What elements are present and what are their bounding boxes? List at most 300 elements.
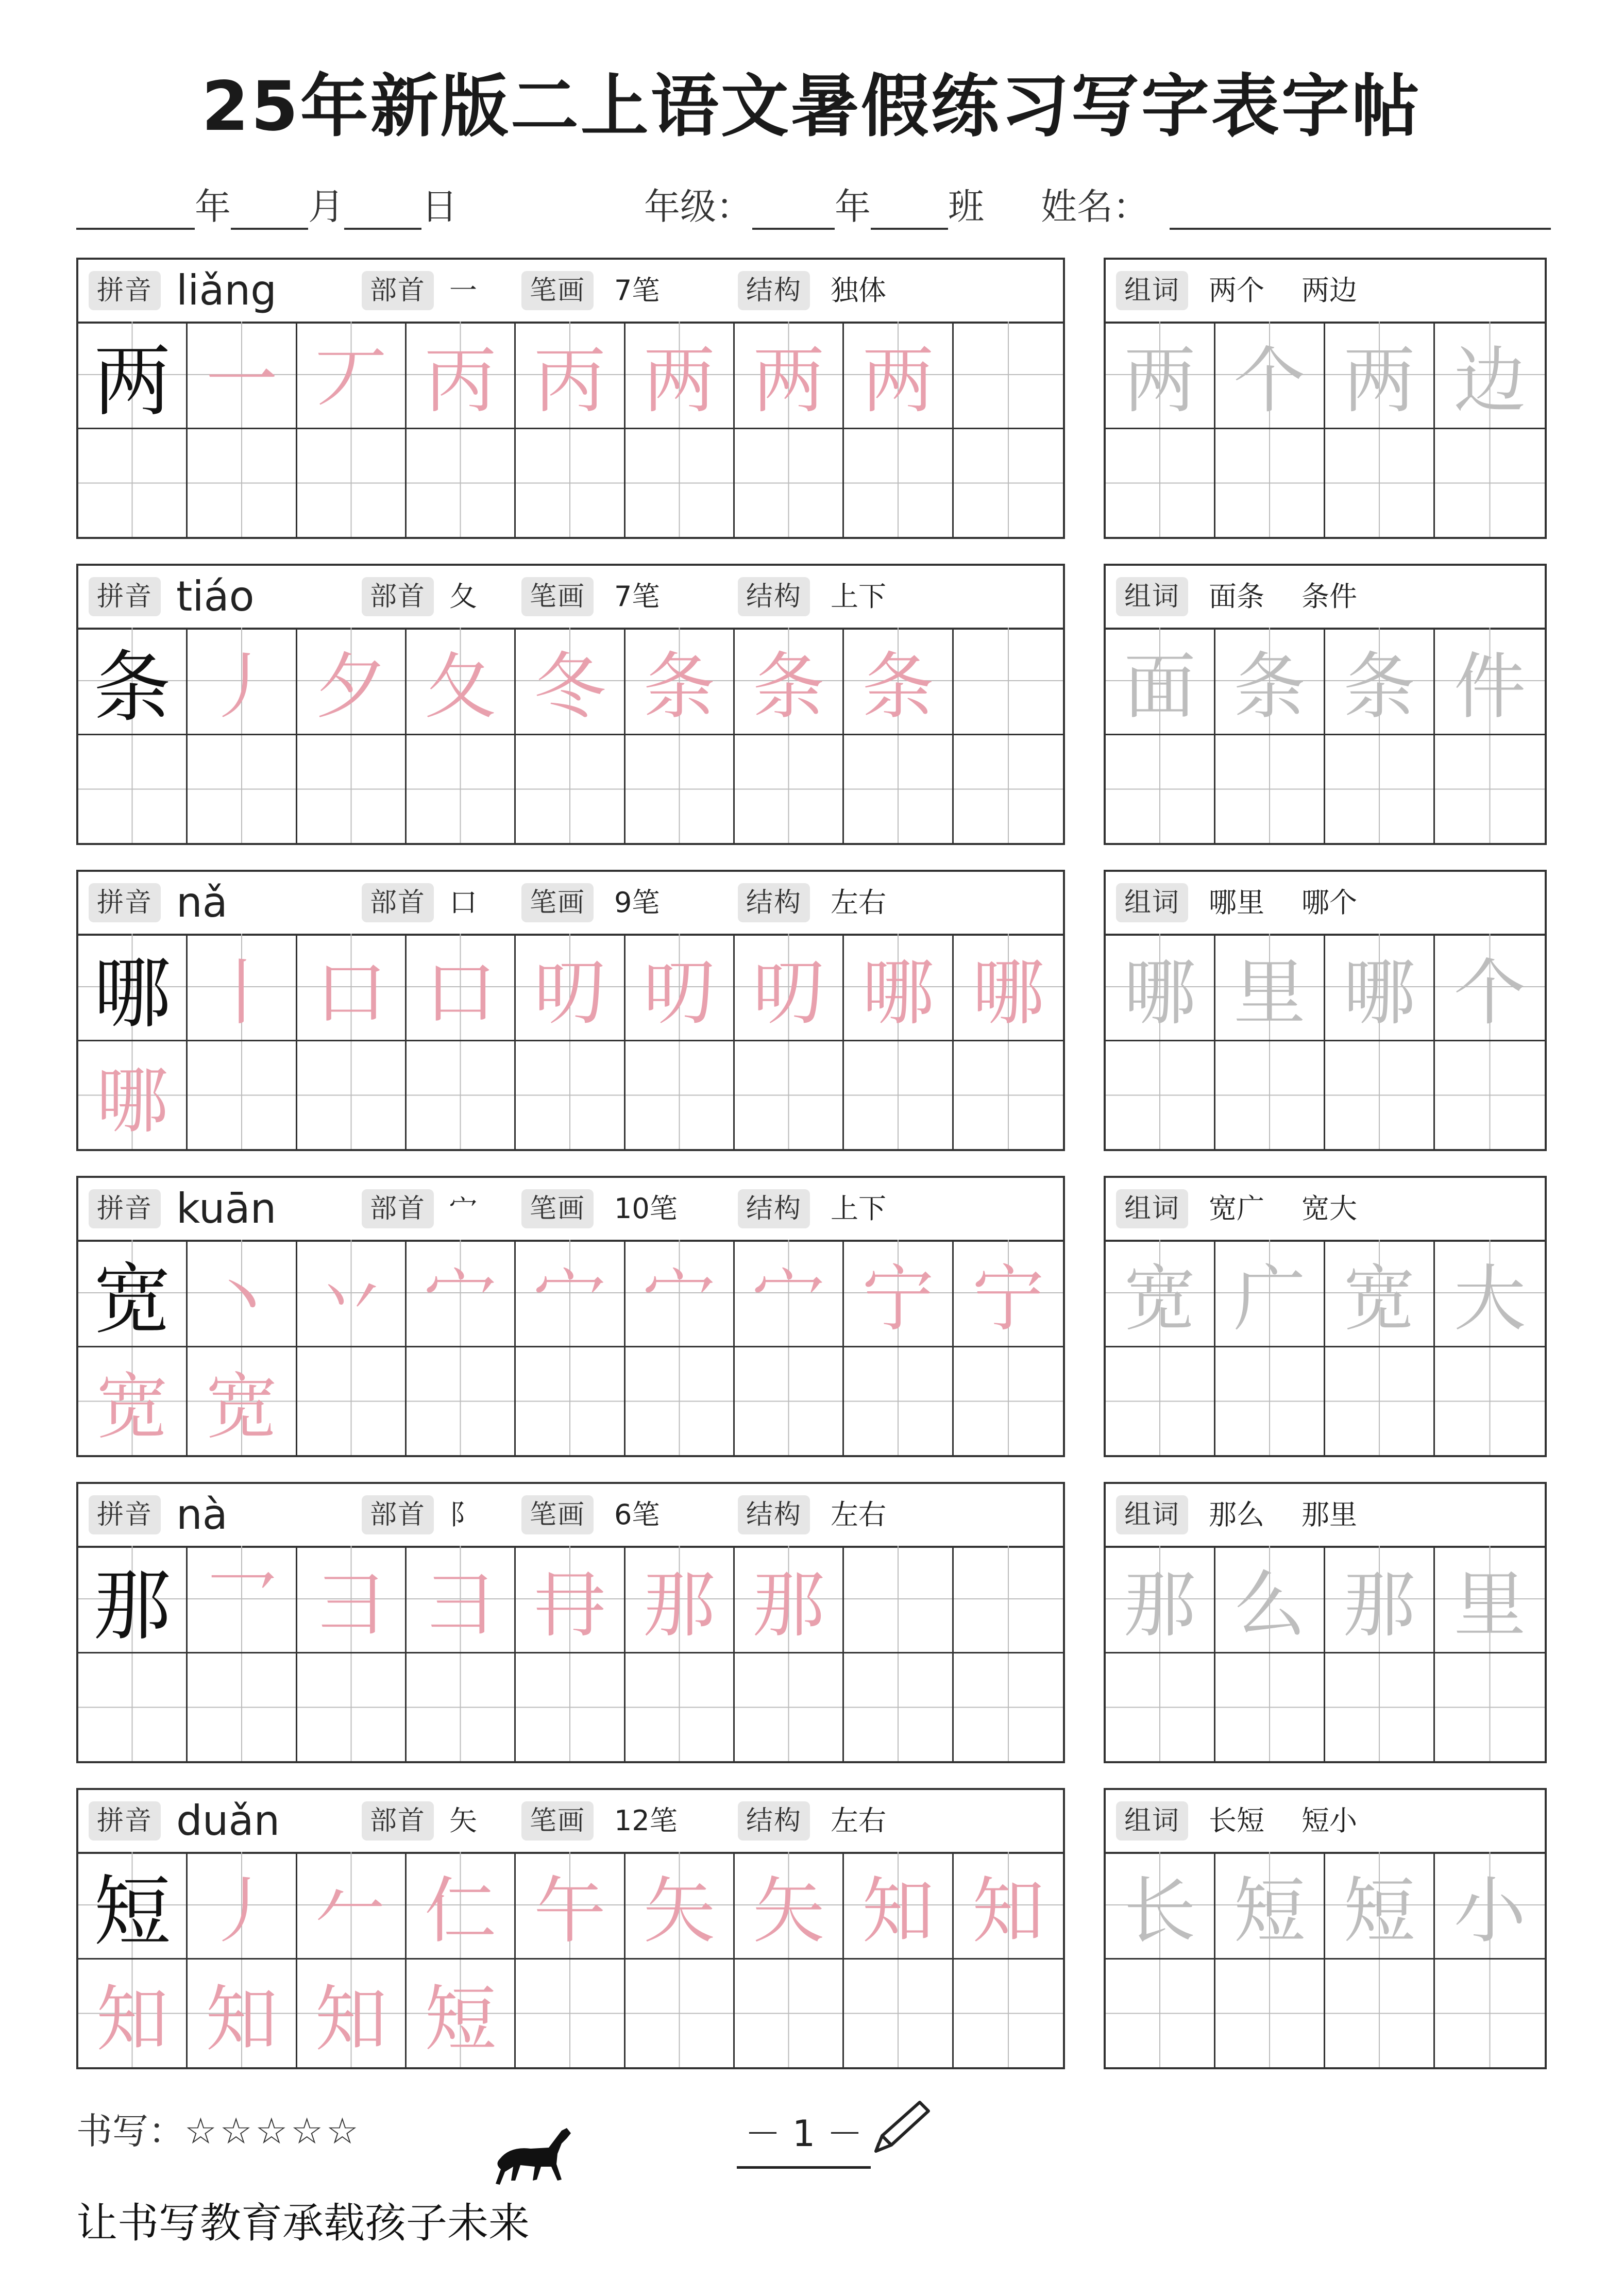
grid-cell[interactable] — [735, 322, 844, 429]
grid-cell[interactable] — [1325, 735, 1435, 843]
model-character: 条 — [93, 643, 171, 733]
grid-cell[interactable] — [844, 1347, 953, 1455]
stroke-step: 矢 — [752, 1869, 825, 1953]
stroke-step: 那 — [752, 1563, 825, 1647]
grid-cell[interactable] — [844, 1852, 953, 1960]
grid-cell[interactable] — [516, 1347, 625, 1455]
stroke-step: 宁 — [861, 1257, 934, 1341]
stroke-step: 一 — [205, 339, 278, 423]
grid-cell[interactable] — [1325, 1653, 1435, 1761]
grid-cell[interactable] — [954, 1240, 1063, 1347]
stroke-step: 宀 — [752, 1257, 825, 1341]
word-grid — [1106, 322, 1545, 537]
word-card-header — [1106, 872, 1545, 936]
grid-cell[interactable] — [954, 1852, 1063, 1960]
grid-cell[interactable] — [1215, 628, 1325, 735]
grid-cell[interactable] — [1106, 1041, 1215, 1149]
grid-cell[interactable] — [1215, 1852, 1325, 1960]
word-1: 面条 — [1209, 580, 1264, 613]
card-header — [78, 566, 1063, 630]
word-1: 那么 — [1209, 1498, 1264, 1531]
word-card-header — [1106, 1790, 1545, 1854]
grid-cell[interactable] — [1435, 322, 1545, 429]
word-2: 宽大 — [1301, 1192, 1357, 1225]
card-header — [78, 260, 1063, 324]
grid-cell[interactable] — [188, 735, 297, 843]
grid-cell[interactable] — [1325, 628, 1435, 735]
writing-grid — [78, 1240, 1063, 1455]
grid-cell[interactable] — [516, 1960, 625, 2067]
writing-grid — [78, 322, 1063, 537]
pinyin-value: tiáo — [176, 572, 255, 620]
grid-cell[interactable] — [625, 1960, 735, 2067]
date-line — [76, 178, 458, 229]
character-card — [76, 870, 1065, 1151]
trace-character: 长 — [1123, 1869, 1196, 1953]
trace-character: 两 — [1123, 339, 1196, 423]
grid-cell[interactable] — [188, 322, 297, 429]
stroke-step: 丶 — [205, 1257, 278, 1341]
stroke-step: 午 — [533, 1869, 606, 1953]
grid-cell[interactable] — [735, 1653, 844, 1761]
grid-cell[interactable] — [1106, 1347, 1215, 1455]
grid-cell[interactable] — [625, 735, 735, 843]
word-grid — [1106, 1546, 1545, 1761]
stroke-step: 丙 — [533, 339, 606, 423]
structure-value: 左右 — [831, 1804, 886, 1837]
grid-cell[interactable] — [516, 322, 625, 429]
structure-value: 上下 — [831, 1192, 886, 1225]
grid-cell[interactable] — [516, 1041, 625, 1149]
grid-cell[interactable] — [954, 322, 1063, 429]
stroke-step: 口 — [424, 951, 497, 1035]
grid-cell[interactable] — [844, 322, 953, 429]
grid-cell[interactable] — [188, 1347, 297, 1455]
stroke-step: 两 — [861, 339, 934, 423]
writing-rating — [76, 2102, 362, 2154]
words-tag: 组词 — [1116, 1189, 1188, 1228]
trace-character: 边 — [1453, 339, 1526, 423]
grid-cell[interactable] — [1435, 1347, 1545, 1455]
grid-cell[interactable] — [954, 429, 1063, 537]
grid-cell[interactable] — [844, 628, 953, 735]
grid-cell[interactable] — [516, 628, 625, 735]
trace-character: 里 — [1453, 1563, 1526, 1647]
stroke-step: 宽 — [205, 1365, 278, 1449]
grid-cell[interactable] — [1435, 1653, 1545, 1761]
grid-cell[interactable] — [407, 934, 516, 1041]
word-2: 哪个 — [1301, 886, 1357, 919]
stroke-step: 宽 — [96, 1365, 168, 1449]
year-blank[interactable] — [76, 192, 195, 230]
grid-cell[interactable] — [407, 1852, 516, 1960]
stroke-step: 丆 — [315, 339, 387, 423]
grid-cell[interactable] — [735, 628, 844, 735]
character-card — [76, 1482, 1065, 1763]
trace-character: 条 — [1343, 645, 1415, 729]
word-grid — [1106, 1240, 1545, 1455]
structure-tag: 结构 — [738, 577, 810, 616]
grade-line — [644, 178, 984, 229]
grid-cell[interactable] — [1325, 1240, 1435, 1347]
radical-value: 口 — [449, 886, 477, 919]
trace-character: 小 — [1453, 1869, 1526, 1953]
grid-cell[interactable] — [78, 429, 188, 537]
grid-cell[interactable] — [78, 1653, 188, 1761]
year-label: 年 — [195, 185, 231, 228]
grid-cell[interactable] — [297, 429, 407, 537]
grid-cell[interactable] — [407, 1041, 516, 1149]
grid-cell[interactable] — [735, 1852, 844, 1960]
grid-cell[interactable] — [954, 1960, 1063, 2067]
grid-cell[interactable] — [844, 1653, 953, 1761]
grid-cell[interactable] — [78, 1852, 188, 1960]
grid-cell[interactable] — [188, 934, 297, 1041]
grid-cell[interactable] — [78, 628, 188, 735]
grid-cell[interactable] — [625, 628, 735, 735]
grid-cell[interactable] — [1325, 322, 1435, 429]
grid-cell[interactable] — [954, 1653, 1063, 1761]
grid-cell[interactable] — [1106, 1960, 1215, 2067]
grid-cell[interactable] — [735, 735, 844, 843]
stroke-step: 矢 — [643, 1869, 716, 1953]
grid-cell[interactable] — [407, 1546, 516, 1653]
stroke-step: 彐 — [424, 1563, 497, 1647]
trace-character: 短 — [1343, 1869, 1415, 1953]
pinyin-tag: 拼音 — [89, 883, 161, 922]
grid-cell[interactable] — [954, 1546, 1063, 1653]
grid-cell[interactable] — [1215, 1240, 1325, 1347]
grid-cell[interactable] — [297, 1240, 407, 1347]
grid-cell[interactable] — [297, 1653, 407, 1761]
grid-cell[interactable] — [1106, 934, 1215, 1041]
grid-cell[interactable] — [188, 1041, 297, 1149]
structure-value: 左右 — [831, 1498, 886, 1531]
grid-cell[interactable] — [188, 628, 297, 735]
grid-cell[interactable] — [735, 934, 844, 1041]
word-card — [1104, 1788, 1547, 2069]
grid-cell[interactable] — [625, 1546, 735, 1653]
word-card — [1104, 258, 1547, 539]
grade-label: 年级： — [644, 185, 752, 228]
stroke-step: 宀 — [643, 1257, 716, 1341]
month-blank[interactable] — [231, 192, 308, 230]
stroke-step: 哪 — [972, 951, 1044, 1035]
class-blank[interactable] — [871, 192, 948, 230]
grid-cell[interactable] — [1325, 1347, 1435, 1455]
word-grid — [1106, 628, 1545, 843]
trace-character: 条 — [1233, 645, 1306, 729]
grid-cell[interactable] — [954, 934, 1063, 1041]
grid-cell[interactable] — [844, 1240, 953, 1347]
stroke-step: 夂 — [424, 645, 497, 729]
card-header — [78, 1790, 1063, 1854]
rating-stars[interactable]: ☆☆☆☆☆ — [184, 2110, 362, 2152]
horse-icon — [489, 2123, 577, 2195]
grid-cell[interactable] — [1435, 1852, 1545, 1960]
character-card — [76, 564, 1065, 845]
words-tag: 组词 — [1116, 1801, 1188, 1841]
grid-cell[interactable] — [1106, 1240, 1215, 1347]
trace-character: 大 — [1453, 1257, 1526, 1341]
grid-cell[interactable] — [954, 735, 1063, 843]
grid-cell[interactable] — [1215, 1347, 1325, 1455]
grid-cell[interactable] — [735, 1960, 844, 2067]
grid-cell[interactable] — [188, 1653, 297, 1761]
stroke-step: 宀 — [424, 1257, 497, 1341]
word-1: 宽广 — [1209, 1192, 1264, 1225]
radical-value: 阝 — [449, 1498, 477, 1531]
stroke-step: 条 — [861, 645, 934, 729]
grid-cell[interactable] — [1106, 429, 1215, 537]
day-blank[interactable] — [344, 192, 421, 230]
grid-cell[interactable] — [78, 1347, 188, 1455]
grid-cell[interactable] — [78, 1240, 188, 1347]
grid-cell[interactable] — [297, 1041, 407, 1149]
grid-cell[interactable] — [407, 735, 516, 843]
grid-cell[interactable] — [188, 1546, 297, 1653]
grid-cell[interactable] — [516, 1546, 625, 1653]
grid-cell[interactable] — [1106, 628, 1215, 735]
grid-cell[interactable] — [625, 1240, 735, 1347]
grid-cell[interactable] — [1435, 1960, 1545, 2067]
grid-cell[interactable] — [516, 735, 625, 843]
stroke-step: 𠂉 — [315, 1869, 387, 1953]
grid-cell[interactable] — [516, 1852, 625, 1960]
grid-cell[interactable] — [407, 1240, 516, 1347]
trace-character: 个 — [1233, 339, 1306, 423]
words-tag: 组词 — [1116, 883, 1188, 922]
pinyin-tag: 拼音 — [89, 577, 161, 616]
grid-cell[interactable] — [78, 735, 188, 843]
structure-value: 左右 — [831, 886, 886, 919]
grid-cell[interactable] — [1215, 1041, 1325, 1149]
page-title: 25年新版二上语文暑假练习写字表字帖 — [201, 67, 1422, 146]
grid-cell[interactable] — [188, 1960, 297, 2067]
grid-cell[interactable] — [735, 429, 844, 537]
grid-cell[interactable] — [1325, 1960, 1435, 2067]
radical-value: 夂 — [449, 580, 477, 613]
trace-character: 哪 — [1123, 951, 1196, 1035]
word-grid — [1106, 1852, 1545, 2067]
stroke-step: 丷 — [315, 1257, 387, 1341]
stroke-step: 知 — [861, 1869, 934, 1953]
grid-cell[interactable] — [516, 1653, 625, 1761]
trace-character: 个 — [1453, 951, 1526, 1035]
grid-cell[interactable] — [188, 429, 297, 537]
grid-cell[interactable] — [297, 1546, 407, 1653]
grid-cell[interactable] — [735, 1347, 844, 1455]
trace-character: 那 — [1123, 1563, 1196, 1647]
words-tag: 组词 — [1116, 1495, 1188, 1534]
class-label: 班 — [948, 185, 984, 228]
character-card — [76, 258, 1065, 539]
radical-tag: 部首 — [362, 1801, 434, 1841]
grid-cell[interactable] — [407, 1653, 516, 1761]
trace-character: 宽 — [1343, 1257, 1415, 1341]
word-2: 那里 — [1301, 1498, 1357, 1531]
grade-year-blank[interactable] — [752, 192, 835, 230]
grid-cell[interactable] — [1106, 1852, 1215, 1960]
grid-cell[interactable] — [1435, 934, 1545, 1041]
grid-cell[interactable] — [407, 1960, 516, 2067]
grid-cell[interactable] — [78, 322, 188, 429]
stroke-step: 短 — [424, 1978, 497, 2062]
structure-tag: 结构 — [738, 271, 810, 310]
grid-cell[interactable] — [1106, 322, 1215, 429]
grid-cell[interactable] — [1325, 934, 1435, 1041]
grid-cell[interactable] — [954, 1041, 1063, 1149]
grid-cell[interactable] — [407, 429, 516, 537]
grid-cell[interactable] — [735, 1041, 844, 1149]
structure-tag: 结构 — [738, 1189, 810, 1228]
pinyin-tag: 拼音 — [89, 1189, 161, 1228]
grid-cell[interactable] — [1435, 1041, 1545, 1149]
grid-cell[interactable] — [625, 1852, 735, 1960]
stroke-step: 知 — [96, 1978, 168, 2062]
grid-cell[interactable] — [1106, 1546, 1215, 1653]
grid-cell[interactable] — [1215, 1546, 1325, 1653]
grid-cell[interactable] — [1215, 322, 1325, 429]
trace-character: 件 — [1453, 645, 1526, 729]
model-character: 两 — [93, 337, 171, 427]
trace-character: 哪 — [1343, 951, 1415, 1035]
grid-cell[interactable] — [188, 1240, 297, 1347]
grid-cell[interactable] — [844, 1546, 953, 1653]
radical-tag: 部首 — [362, 883, 434, 922]
page-number: － 1 － — [737, 2105, 871, 2169]
grid-cell[interactable] — [1435, 429, 1545, 537]
grid-cell[interactable] — [735, 1546, 844, 1653]
model-character: 短 — [93, 1867, 171, 1957]
month-label: 月 — [308, 185, 344, 228]
grid-cell[interactable] — [844, 1960, 953, 2067]
grid-cell[interactable] — [407, 322, 516, 429]
grid-cell[interactable] — [78, 1041, 188, 1149]
grid-cell[interactable] — [297, 322, 407, 429]
grid-cell[interactable] — [625, 934, 735, 1041]
trace-character: 那 — [1343, 1563, 1415, 1647]
grid-cell[interactable] — [844, 1041, 953, 1149]
word-card-header — [1106, 566, 1545, 630]
stroke-step: 仁 — [424, 1869, 497, 1953]
trace-character: 两 — [1343, 339, 1415, 423]
writing-grid — [78, 934, 1063, 1149]
name-blank[interactable] — [1170, 192, 1551, 230]
grid-cell[interactable] — [625, 1347, 735, 1455]
grid-cell[interactable] — [1215, 1960, 1325, 2067]
model-character: 那 — [93, 1561, 171, 1651]
grid-cell[interactable] — [954, 628, 1063, 735]
grid-cell[interactable] — [1215, 1653, 1325, 1761]
stroke-step: 叨 — [533, 951, 606, 1035]
word-2: 短小 — [1301, 1804, 1357, 1837]
grid-cell[interactable] — [1215, 429, 1325, 537]
grid-cell[interactable] — [78, 1546, 188, 1653]
grid-cell[interactable] — [625, 322, 735, 429]
structure-value: 上下 — [831, 580, 886, 613]
stroke-step: 冄 — [533, 1563, 606, 1647]
character-card — [76, 1176, 1065, 1457]
grid-cell[interactable] — [1215, 934, 1325, 1041]
stroke-step: 丿 — [205, 1869, 278, 1953]
word-1: 两个 — [1209, 274, 1264, 307]
grid-cell[interactable] — [1325, 1041, 1435, 1149]
word-1: 长短 — [1209, 1804, 1264, 1837]
radical-tag: 部首 — [362, 271, 434, 310]
grid-cell[interactable] — [1325, 1852, 1435, 1960]
trace-character: 么 — [1233, 1563, 1306, 1647]
grid-cell[interactable] — [1435, 628, 1545, 735]
grid-cell[interactable] — [625, 1653, 735, 1761]
grid-cell[interactable] — [844, 934, 953, 1041]
grid-cell[interactable] — [625, 1041, 735, 1149]
pen-icon — [871, 2100, 933, 2156]
strokes-value: 12笔 — [614, 1804, 678, 1837]
writing-grid — [78, 1852, 1063, 2067]
name-label: 姓名： — [1041, 185, 1149, 228]
grid-cell[interactable] — [516, 1240, 625, 1347]
grid-cell[interactable] — [1435, 735, 1545, 843]
card-header — [78, 872, 1063, 936]
grid-cell[interactable] — [1106, 1653, 1215, 1761]
grid-cell[interactable] — [188, 1852, 297, 1960]
stroke-step: 哪 — [861, 951, 934, 1035]
word-card-header — [1106, 1484, 1545, 1548]
grid-cell[interactable] — [407, 1347, 516, 1455]
grid-cell[interactable] — [625, 429, 735, 537]
stroke-step: 条 — [752, 645, 825, 729]
grid-cell[interactable] — [1325, 1546, 1435, 1653]
word-card — [1104, 1482, 1547, 1763]
trace-character: 广 — [1233, 1257, 1306, 1341]
radical-value: 矢 — [449, 1804, 477, 1837]
strokes-value: 7笔 — [614, 274, 660, 307]
stroke-step: 宀 — [533, 1257, 606, 1341]
pinyin-tag: 拼音 — [89, 1801, 161, 1841]
grid-cell[interactable] — [297, 1960, 407, 2067]
grid-cell[interactable] — [297, 628, 407, 735]
grid-cell[interactable] — [297, 1347, 407, 1455]
grid-cell[interactable] — [1435, 1546, 1545, 1653]
word-card — [1104, 564, 1547, 845]
words-tag: 组词 — [1116, 271, 1188, 310]
grade-year-label: 年 — [835, 185, 871, 228]
grid-cell[interactable] — [516, 429, 625, 537]
grid-cell[interactable] — [78, 934, 188, 1041]
structure-tag: 结构 — [738, 883, 810, 922]
grid-cell[interactable] — [954, 1347, 1063, 1455]
grid-cell[interactable] — [297, 735, 407, 843]
grid-cell[interactable] — [735, 1240, 844, 1347]
grid-cell[interactable] — [297, 934, 407, 1041]
word-card — [1104, 870, 1547, 1151]
grid-cell[interactable] — [407, 628, 516, 735]
name-line — [1041, 178, 1551, 229]
stroke-step: 夕 — [315, 645, 387, 729]
grid-cell[interactable] — [78, 1960, 188, 2067]
grid-cell[interactable] — [844, 429, 953, 537]
grid-cell[interactable] — [1435, 1240, 1545, 1347]
grid-cell[interactable] — [516, 934, 625, 1041]
grid-cell[interactable] — [1325, 429, 1435, 537]
grid-cell[interactable] — [297, 1852, 407, 1960]
grid-cell[interactable] — [844, 735, 953, 843]
grid-cell[interactable] — [1215, 735, 1325, 843]
trace-character: 面 — [1123, 645, 1196, 729]
grid-cell[interactable] — [1106, 735, 1215, 843]
radical-tag: 部首 — [362, 577, 434, 616]
